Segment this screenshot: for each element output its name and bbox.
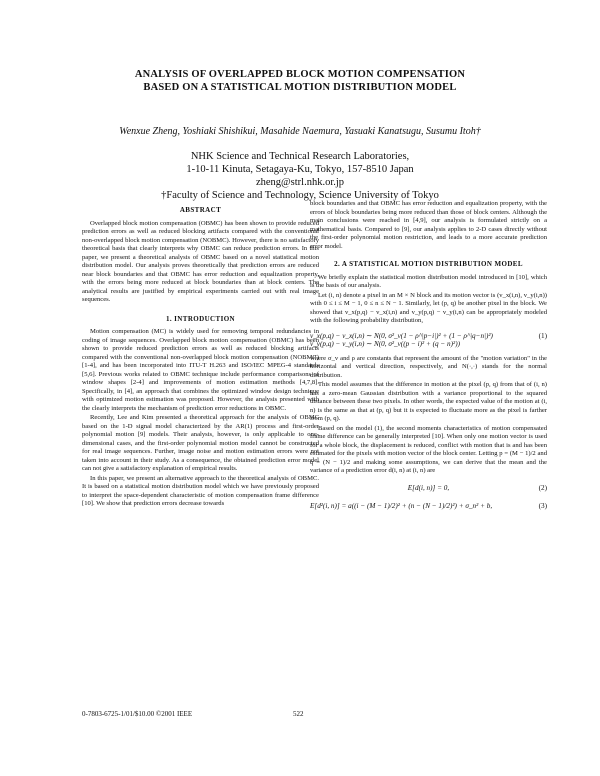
equation-2 [310, 484, 547, 493]
author-list: Wenxue Zheng, Yoshiaki Shishikui, Masahide Naemura, Yasuaki Kanatsugu, Susumu Itoh† [119, 126, 481, 137]
left-column [82, 200, 319, 510]
abstract-heading: ABSTRACT [179, 206, 222, 214]
continuation-paragraph: block boundaries and that OBMC has error reduction and equalization property, with the errors of block boundaries being more reduced than those of block centers. Although the main conclusions were reached in [4,9], our analysis is formulated strictly on a mathematical basis. Compared to [9], our analysis applies to 2-D cases directly without the first-order polynomial motion restriction, and leads to a more accurate prediction error model. [310, 200, 547, 250]
equation-3-body: E[d²(i, n)] = a((i − (M − 1)/2)² + (n − (N − 1)/2)²) + σ_n² + b, [310, 502, 493, 510]
intro-paragraph: Motion compensation (MC) is widely used for removing temporal redundancies in coding of image sequences. Overlapped block motion compensation (OBMC) has been shown to provide reduced prediction errors as well as reduced blocking artifacts compared with the conventional non-overlapped block motion compensation (NOBMC) [1-4], and has been incorporated into ITU-T H.263 and ISO/IEC MPEG-4 standards [5,6]. Previous works related to OBMC technique include performance comparisons of window shapes [2-4] and improvements of motion estimation methods [4,7,8]. Specifically, in [4], an approach that combines the optimized window design technique with optimized motion estimation was proposed. However, the analysis presented with the clearly interprets the mechanism of prediction error reductions in OBMC. [82, 328, 319, 412]
affiliation-line-4: †Faculty of Science and Technology, Science University of Tokyo [161, 190, 439, 201]
author-email: zheng@strl.nhk.or.jp [255, 177, 345, 188]
paper-title-line-2: BASED ON A STATISTICAL MOTION DISTRIBUTION MODEL [143, 82, 457, 93]
equation-1-line-2: v_y(p,q) − v_y(i,n) ∼ N(0, σ²_v((p − i)² + (q − n)²)) [310, 340, 460, 348]
intro-paragraph: In this paper, we present an alternative approach to the theoretical analysis of OBMC. It is based on a statistical motion distribution model which we have previously proposed to interpret the space-dependent characteristic of motion compensation frame difference [10]. We show that prediction errors decrease towards [82, 474, 319, 507]
page-number: 522 [293, 710, 304, 718]
intro-paragraph: Recently, Lee and Kim presented a theoretical approach for the analysis of OBMC based on the 1-D signal model characterized by the AR(1) process and first-order polynomial motion [9] models. Their analysis, however, is only applicable to one-dimensional cases, and the first-order polynomial motion model cannot be constructed for real image sequences. Further, image noise and motion estimation errors were not taken into account in their study. As a consequence, the obtained prediction error model can not give a satisfactory explanation of empirical results. [82, 414, 319, 472]
affiliation-line-1: NHK Science and Technical Research Laboratories, [190, 151, 410, 162]
equation-1-line-1: v_x(p,q) − v_x(i,n) ∼ N(0, σ²_v(1 − ρ^|p−i|)² + (1 − ρ^|q−n|)²) [310, 331, 493, 340]
equation-3 [310, 502, 547, 511]
abstract-text: Overlapped block motion compensation (OBMC) has been shown to provide reduced prediction errors as well as reduced blocking artifacts compared with the conventional non-overlapped block motion compensation (NOBMC). However, there is no satisfactory theoretical basis that clearly interprets why OBMC can reduce prediction errors. In this paper, we present a theoretical analysis of OBMC based on a novel statistical motion distribution model. Our analysis proves theoretically that prediction errors are reduced near block boundaries and that OBMC has error reduction and equalization property, with the errors being more reduced at block boundaries than at block centers. The analytical results are justified by empirical experiments carried out with real image sequences. [82, 219, 319, 303]
section-2-heading: 2. A STATISTICAL MOTION DISTRIBUTION MODEL [334, 260, 523, 268]
equation-2-body: E[d(i, n)] = 0, [407, 483, 450, 492]
introduction-heading: 1. INTRODUCTION [165, 314, 235, 323]
section-2-paragraph: We briefly explain the statistical motion distribution model introduced in [10], which is the basis of our analysis. [310, 273, 547, 289]
right-column [310, 200, 547, 517]
affiliation-line-2: 1-10-11 Kinuta, Setagaya-Ku, Tokyo, 157-8510 Japan [186, 164, 414, 175]
copyright-footer: 0-7803-6725-1/01/$10.00 ©2001 IEEE [82, 710, 193, 718]
section-2-paragraph: where σ_v and ρ are constants that represent the amount of the "motion variation" in the horizontal and vertical direction, respectively, and N(·,·) stands for the normal distribution. [310, 354, 547, 379]
section-2-paragraph: Let (i, n) denote a pixel in an M × N block and its motion vector is (v_x(i,n), v_y(i,n)) with 0 ≤ i ≤ M − 1, 0 ≤ n ≤ N − 1. Similarly, let (p, q) be another pixel in the block. We showed that v_x(p,q) − v_x(i,n) and v_y(p,q) − v_y(i,n) can be appropriately modeled with the following probability distribution, [310, 291, 547, 324]
equation-1 [310, 332, 547, 349]
equation-2-number: (2) [538, 483, 547, 492]
section-2-paragraph: This model assumes that the difference in motion at the pixel (p, q) from that of (i, n) has a zero-mean Gaussian distribution with a variance proportional to the squared distance between these two pixels. In other words, the expected value of the motion at (i, n) is the same as that at (p, q) but it is expected to fluctuate more as the pixel is farther from (p, q). [310, 381, 547, 422]
equation-3-number: (3) [538, 502, 547, 510]
section-2-paragraph: Based on the model (1), the second moments characteristics of motion compensated frame difference can be generally interpreted [10]. When only one motion vector is used for a whole block, the displacement is reduced, conflict with motion that is and has been estimated for the pixels with motion vector of the block center. Letting p = (M − 1)/2 and q = (N − 1)/2 and making some assumptions, we can derive that the mean and the variance of a prediction error d(i, n) at (i, n) are [310, 424, 547, 474]
equation-1-number: (1) [538, 331, 547, 340]
paper-title-line-1: ANALYSIS OF OVERLAPPED BLOCK MOTION COMPENSATION [134, 69, 466, 80]
